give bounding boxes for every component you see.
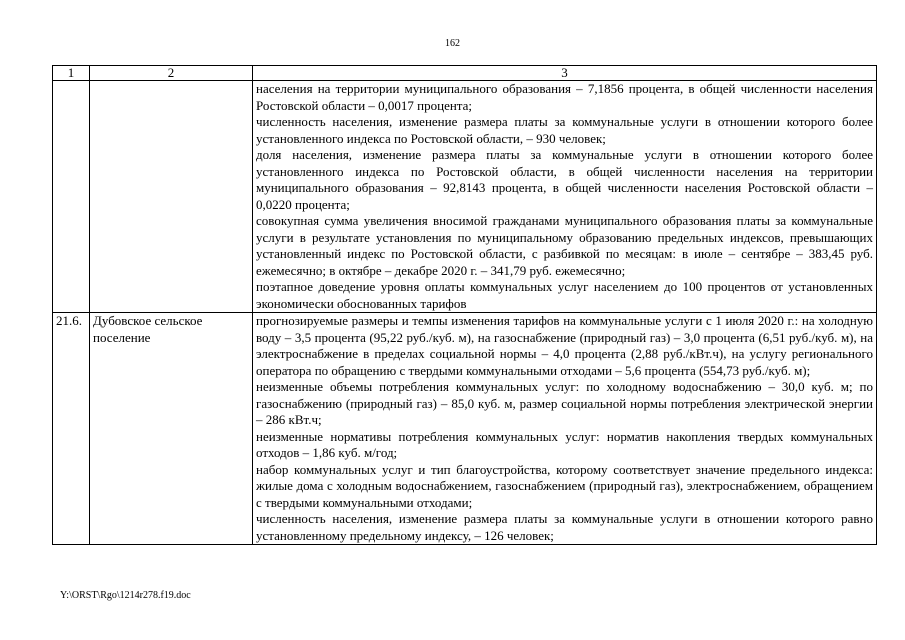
column-header-2: 2 [90,66,253,81]
paragraph: совокупная сумма увеличения вносимой гражданами муниципального образования платы за коммунальные услуги в результате установления по муниципальному образованию предельных индексов, превышающих установленный индекс по Ростовской области, с разбивкой по месяцам: в июле – сентябре – 383,45 руб. ежемесячно; в октябре – декабре 2020 г. – 341,79 руб. ежемесячно; [256,213,873,278]
row-number-cell [53,81,90,313]
row-number: 21.6. [53,313,90,545]
column-header-3: 3 [253,66,877,81]
row-settlement-name: Дубовское сельское поселение [90,313,253,545]
paragraph: прогнозируемые размеры и темпы изменения тарифов на коммунальные услуги с 1 июля 2020 г.: на холодную воду – 3,5 процента (95,22 руб./куб. м), на газоснабжение (природный газ) – 3,0 процента (6,51 руб./куб. м), на электроснабжение в пределах социальной нормы – 4,0 процента (2,88 руб./кВт.ч), на услугу регионального оператора по обращению с твердыми коммунальными отходами – 5,6 процента (554,73 руб./куб. м); [256,313,873,378]
row-name-cell [90,81,253,313]
paragraph: доля населения, изменение размера платы за коммунальные услуги в отношении которого более установленного индекса по Ростовской области, в общей численности населения на территории муниципального образования – 92,8143 процента, в общей численности населения Ростовской области – 0,0220 процента; [256,147,873,212]
paragraph: численность населения, изменение размера платы за коммунальные услуги в отношении которого более установленного индекса по Ростовской области, – 930 человек; [256,114,873,146]
paragraph: поэтапное доведение уровня оплаты коммунальных услуг населением до 100 процентов от установленных экономически обоснованных тарифов [256,279,873,311]
tariff-table [52,65,877,545]
paragraph: населения на территории муниципального образования – 7,1856 процента, в общей численности населения Ростовской области – 0,0017 процента; [256,81,873,113]
file-path-footer: Y:\ORST\Rgo\1214r278.f19.doc [60,590,191,601]
paragraph: численность населения, изменение размера платы за коммунальные услуги в отношении которого равно установленному предельному индексу, – 126 человек; [256,511,873,543]
paragraph: неизменные объемы потребления коммунальных услуг: по холодному водоснабжению – 30,0 куб. м; по газоснабжению (природный газ) – 85,0 куб. м, размер социальной нормы потребления электрической энергии – 286 кВт.ч; [256,379,873,427]
page-number: 162 [445,38,460,49]
column-header-1: 1 [53,66,90,81]
paragraph: набор коммунальных услуг и тип благоустройства, которому соответствует значение предельного индекса: жилые дома с холодным водоснабжением, газоснабжением (природный газ), электроснабжением, обращением с твердыми коммунальными отходами; [256,461,873,510]
table-row-continuation [53,81,877,313]
row-content-cell [253,81,877,313]
table-row-21-6 [53,313,877,545]
paragraph: неизменные нормативы потребления коммунальных услуг: норматив накопления твердых коммунальных отходов – 1,86 куб. м/год; [256,428,873,460]
table-header-row [53,66,877,81]
row-content-cell [253,313,877,545]
